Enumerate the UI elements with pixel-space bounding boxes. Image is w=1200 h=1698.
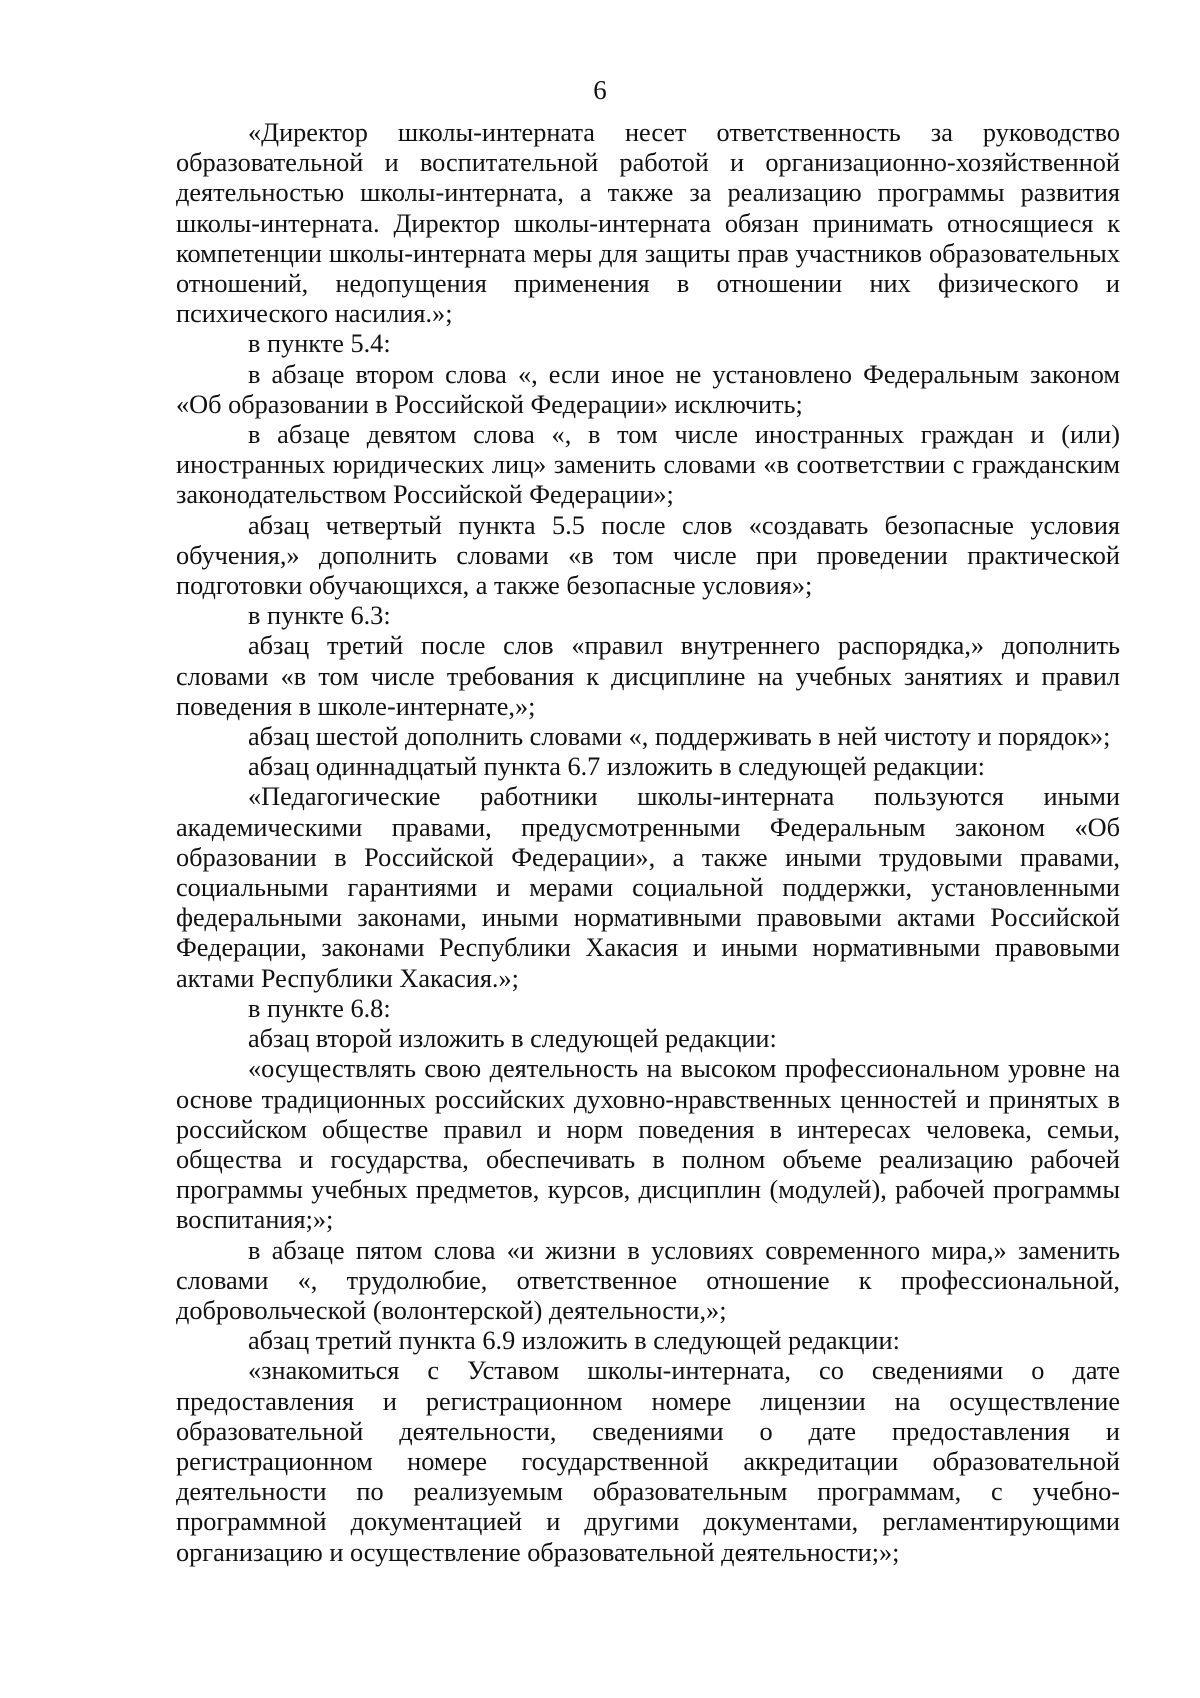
- paragraph: абзац одиннадцатый пункта 6.7 изложить в следующей редакции:: [248, 752, 985, 782]
- paragraph: в абзаце пятом слова «и жизни в условиях современного мира,» заменить словами «, трудолюбие, ответственное отношение к профессиональной, добровольческой (волонтерской) деятельности,»;: [176, 1235, 1120, 1325]
- page-number: 6: [593, 75, 607, 105]
- paragraph: в пункте 5.4:: [248, 329, 391, 359]
- paragraph: в абзаце втором слова «, если иное не установлено Федеральным законом «Об образовании в Российской Федерации» исключить;: [176, 359, 1120, 419]
- paragraph: «знакомиться с Уставом школы-интерната, со сведениями о дате предоставления и регистрационном номере лицензии на осуществление образовательной деятельности, сведениями о дате предоставления и регистрационном номере государственной аккредитации образовательной деятельности по реализуемым образовательным программам, с учебно-программной документацией и другими документами, регламентирующими организацию и осуществление образовательной деятельности;»;: [176, 1356, 1120, 1567]
- paragraph: абзац третий после слов «правил внутреннего распорядка,» дополнить словами «в том числе требования к дисциплине на учебных занятиях и правил поведения в школе-интернате,»;: [176, 631, 1120, 721]
- paragraph: в пункте 6.3:: [248, 601, 391, 631]
- paragraph: «Педагогические работники школы-интерната пользуются иными академическими правами, предусмотренными Федеральным законом «Об образовании в Российской Федерации», а также иными трудовыми правами, социальными гарантиями и мерами социальной поддержки, установленными федеральными законами, иными нормативными правовыми актами Российской Федерации, законами Республики Хакасия и иными нормативными правовыми актами Республики Хакасия.»;: [176, 782, 1120, 993]
- paragraph: абзац второй изложить в следующей редакции:: [248, 1024, 777, 1054]
- paragraph: абзац третий пункта 6.9 изложить в следующей редакции:: [248, 1326, 900, 1356]
- document-body: [176, 118, 1120, 1568]
- paragraph: абзац шестой дополнить словами «, поддерживать в ней чистоту и порядок»;: [248, 722, 1111, 752]
- paragraph: в пункте 6.8:: [248, 993, 391, 1023]
- paragraph: в абзаце девятом слова «, в том числе иностранных граждан и (или) иностранных юридических лиц» заменить словами «в соответствии с гражданским законодательством Российской Федерации»;: [176, 420, 1120, 510]
- paragraph: абзац четвертый пункта 5.5 после слов «создавать безопасные условия обучения,» дополнить словами «в том числе при проведении практической подготовки обучающихся, а также безопасные условия»;: [176, 510, 1120, 601]
- paragraph: «осуществлять свою деятельность на высоком профессиональном уровне на основе традиционных российских духовно-нравственных ценностей и принятых в российском обществе правил и норм поведения в интересах человека, семьи, общества и государства, обеспечивать в полном объеме реализацию рабочей программы учебных предметов, курсов, дисциплин (модулей), рабочей программы воспитания;»;: [176, 1054, 1120, 1235]
- paragraph: «Директор школы-интерната несет ответственность за руководство образовательной и воспитательной работой и организационно-хозяйственной деятельностью школы-интерната, а также за реализацию программы развития школы-интерната. Директор школы-интерната обязан принимать относящиеся к компетенции школы-интерната меры для защиты прав участников образовательных отношений, недопущения применения в отношении них физического и психического насилия.»;: [176, 118, 1120, 329]
